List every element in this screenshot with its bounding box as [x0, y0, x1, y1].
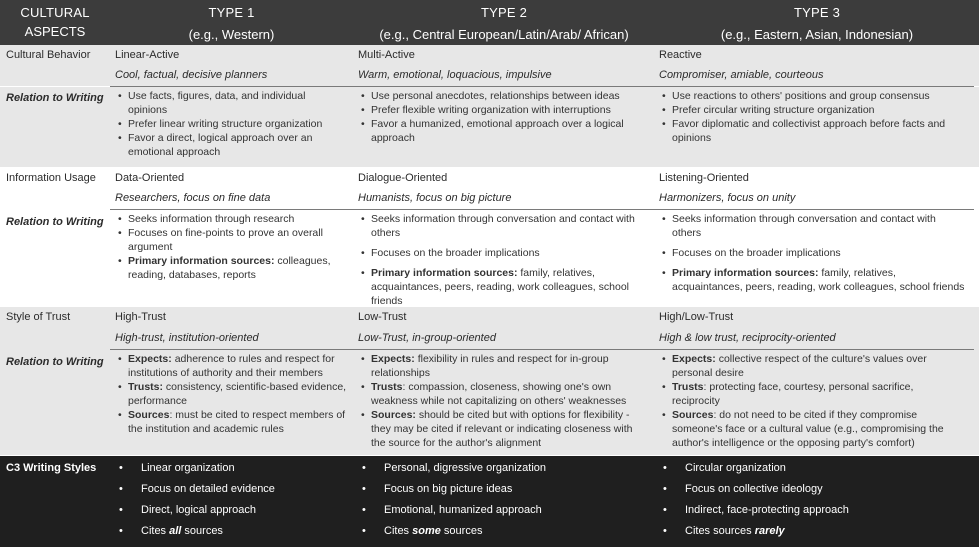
header-type2: TYPE 2 (e.g., Central European/Latin/Arab/ African): [379, 5, 629, 42]
type2-trust-subtitle: Low-Trust, in-group-oriented: [358, 332, 496, 344]
list-item: • Seeks information through conversation and contact with others: [361, 213, 635, 239]
type2-info-bullets: [358, 212, 635, 314]
table-header: [0, 0, 979, 45]
list-item: • Expects: collective respect of the culture's values over personal desire: [662, 353, 927, 379]
list-item: • Favor a humanized, emotional approach over a logical approach: [361, 118, 624, 144]
type2-style-item: • Focus on big picture ideas: [362, 483, 513, 495]
list-item: • Expects: adherence to rules and respect for institutions of authority and their members: [118, 353, 335, 379]
row-label-cultural-behavior: Cultural Behavior: [6, 49, 91, 61]
type1-trust-subtitle: High-trust, institution-oriented: [115, 332, 259, 344]
type2-behavior-title: Multi-Active: [358, 49, 415, 61]
list-item: • Sources: must be cited to respect members of the institution and academic rules: [118, 409, 346, 435]
type3-info-title: Listening-Oriented: [659, 172, 749, 184]
header-cultural-aspects: CULTURAL ASPECTS: [20, 5, 90, 39]
row-label-information-usage: Information Usage: [6, 172, 96, 184]
type3-style-item: • Circular organization: [663, 462, 786, 474]
header-type1: TYPE 1 (e.g., Western): [188, 5, 275, 42]
list-item: • Seeks information through research: [118, 213, 295, 225]
type3-trust-bullets: [659, 352, 944, 450]
list-item: • Use reactions to others' positions and group consensus: [662, 90, 930, 102]
type2-style-item: • Personal, digressive organization: [362, 462, 547, 474]
list-item: • Prefer circular writing structure organization: [662, 104, 875, 116]
type2-info-title: Dialogue-Oriented: [358, 172, 448, 184]
type1-behavior-bullets: [115, 89, 322, 159]
type3-trust-subtitle: High & low trust, reciprocity-oriented: [659, 332, 836, 344]
type3-style-item: • Indirect, face-protecting approach: [663, 504, 849, 516]
list-item: • Sources: should be cited but with options for flexibility - they may be cited if relevant or indicating closeness with the source for the author's alignment: [361, 409, 633, 449]
list-item: • Favor diplomatic and collectivist approach before facts and opinions: [662, 118, 946, 144]
list-item: • Use personal anecdotes, relationships between ideas: [361, 90, 620, 102]
row-label-relation-to-writing: Relation to Writing: [6, 356, 104, 368]
row-label-style-of-trust: Style of Trust: [6, 311, 71, 323]
list-item: • Expects: flexibility in rules and respect for in-group relationships: [361, 353, 609, 379]
type3-info-subtitle: Harmonizers, focus on unity: [659, 192, 796, 204]
type2-trust-bullets: [358, 352, 632, 450]
list-item: • Favor a direct, logical approach over an emotional approach: [118, 132, 313, 158]
type1-info-subtitle: Researchers, focus on fine data: [115, 192, 271, 204]
list-item: • Sources: do not need to be cited if they compromise someone's face or a cultural value (e.g., compromising the author's intelligence or the opposing party's comfort): [662, 409, 944, 449]
row-label-relation-to-writing: Relation to Writing: [6, 216, 104, 228]
type3-info-bullets: [659, 212, 964, 300]
list-item: • Seeks information through conversation and contact with others: [662, 213, 936, 239]
type2-info-subtitle: Humanists, focus on big picture: [358, 192, 512, 204]
list-item: • Primary information sources: family, relatives, acquaintances, peers, reading, work colleagues, school friends: [662, 267, 965, 293]
list-item: • Trusts: compassion, closeness, showing one's own weakness while not capitalizing on others' weaknesses: [361, 381, 627, 407]
list-item: • Primary information sources: family, relatives, acquaintances, peers, reading, work colleagues, school friends: [361, 267, 629, 307]
list-item: • Prefer linear writing structure organization: [118, 118, 323, 130]
type3-behavior-subtitle: Compromiser, amiable, courteous: [659, 69, 824, 81]
type3-style-item: • Cites sources rarely: [663, 525, 785, 537]
type3-trust-title: High/Low-Trust: [659, 311, 734, 323]
divider: [110, 209, 974, 210]
type2-trust-title: Low-Trust: [358, 311, 407, 323]
row-label-relation-to-writing: Relation to Writing: [6, 92, 104, 104]
type1-style-item: • Cites all sources: [119, 525, 223, 537]
type3-style-item: • Focus on collective ideology: [663, 483, 823, 495]
row-label-c3-writing-styles: C3 Writing Styles: [6, 462, 97, 474]
type3-behavior-bullets: [659, 89, 945, 145]
type3-behavior-title: Reactive: [659, 49, 702, 61]
type1-trust-bullets: [115, 352, 346, 436]
list-item: • Primary information sources: colleagues, reading, databases, reports: [118, 255, 331, 281]
type1-info-title: Data-Oriented: [115, 172, 185, 184]
type2-style-item: • Emotional, humanized approach: [362, 504, 542, 516]
header-type3: TYPE 3 (e.g., Eastern, Asian, Indonesian): [720, 5, 914, 42]
type1-info-bullets: [115, 212, 331, 282]
list-item: • Trusts: consistency, scientific-based evidence, performance: [118, 381, 347, 407]
type1-style-item: • Linear organization: [119, 462, 235, 474]
list-item: • Prefer flexible writing organization with interruptions: [361, 104, 611, 116]
list-item: • Trusts: protecting face, courtesy, personal sacrifice, reciprocity: [662, 381, 914, 407]
type2-style-item: • Cites some sources: [362, 525, 483, 537]
list-item: • Focuses on the broader implications: [662, 247, 841, 259]
type1-style-item: • Direct, logical approach: [119, 504, 256, 516]
type1-behavior-title: Linear-Active: [115, 49, 180, 61]
list-item: • Focuses on the broader implications: [361, 247, 540, 259]
type1-trust-title: High-Trust: [115, 311, 166, 323]
type2-behavior-bullets: [358, 89, 624, 145]
type1-style-item: • Focus on detailed evidence: [119, 483, 275, 495]
type2-behavior-subtitle: Warm, emotional, loquacious, impulsive: [358, 69, 552, 81]
list-item: • Focuses on fine-points to prove an overall argument: [118, 227, 323, 253]
type1-behavior-subtitle: Cool, factual, decisive planners: [115, 69, 268, 81]
list-item: • Use facts, figures, data, and individual opinions: [118, 90, 306, 116]
